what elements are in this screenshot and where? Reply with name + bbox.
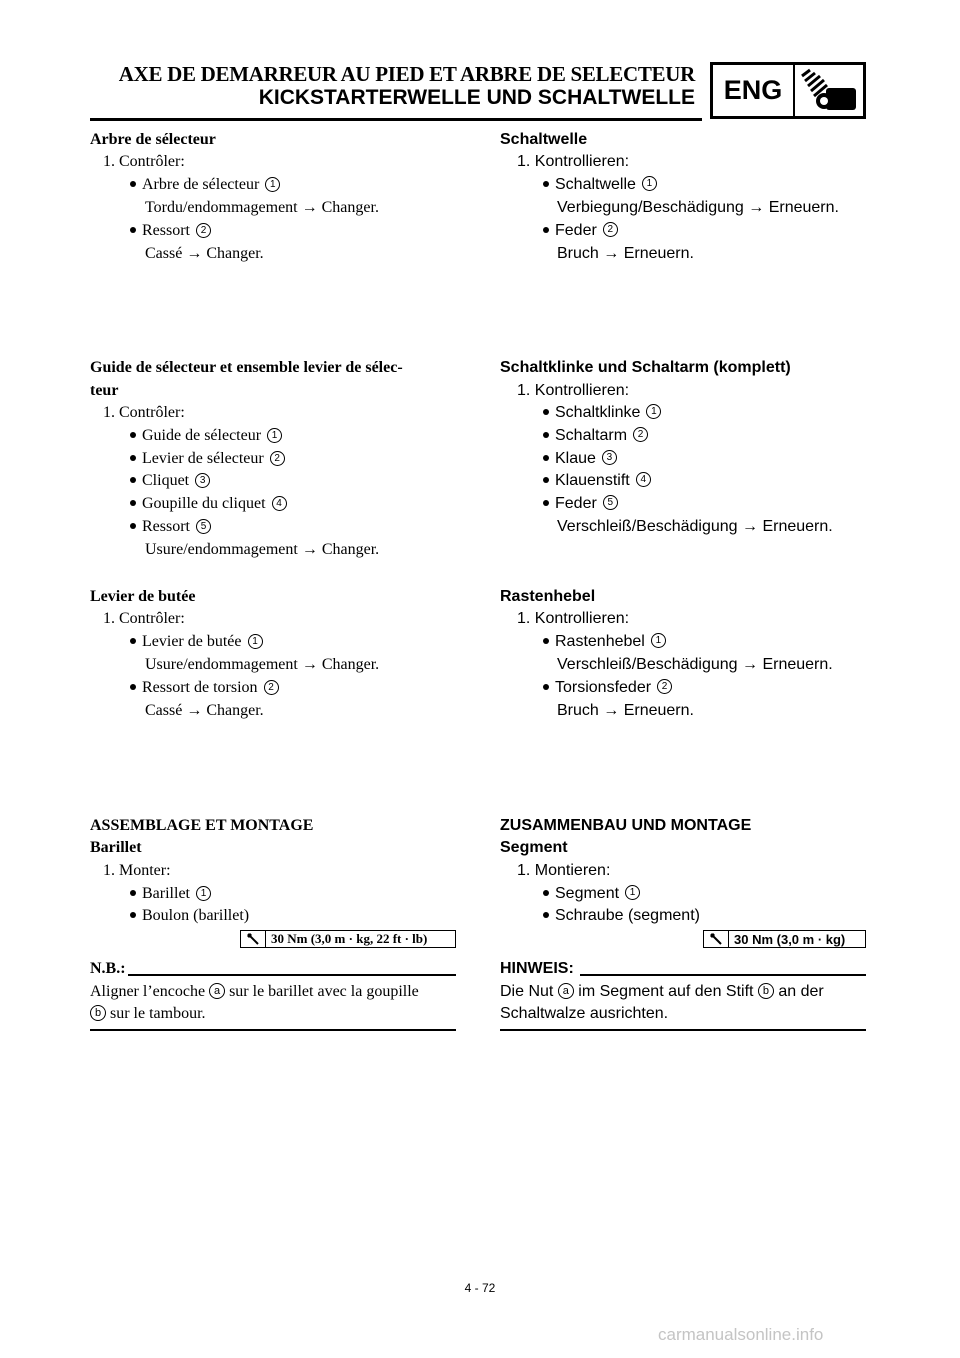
bullet-icon bbox=[543, 684, 549, 690]
bullet-icon bbox=[543, 638, 549, 644]
callout-number: 4 bbox=[636, 472, 651, 487]
de-list-item: Schaltarm 2 bbox=[543, 427, 648, 445]
wrench-icon bbox=[704, 931, 729, 947]
bullet-icon bbox=[130, 523, 136, 529]
bullet-icon bbox=[130, 500, 136, 506]
callout-letter: a bbox=[209, 983, 225, 999]
bullet-icon bbox=[130, 432, 136, 438]
bullet-icon bbox=[130, 455, 136, 461]
callout-number: 1 bbox=[642, 176, 657, 191]
nb-end-rule bbox=[90, 1029, 456, 1031]
callout-number: 2 bbox=[270, 451, 285, 466]
de-note: Bruch → Erneuern. bbox=[557, 702, 694, 719]
de-list-item: Torsionsfeder 2 bbox=[543, 679, 672, 697]
bullet-icon bbox=[130, 181, 136, 187]
bullet-icon bbox=[130, 684, 136, 690]
bullet-icon bbox=[543, 500, 549, 506]
nb-rule bbox=[128, 974, 456, 976]
wrench-icon bbox=[241, 931, 266, 947]
bullet-icon bbox=[130, 890, 136, 896]
de-note: Bruch → Erneuern. bbox=[557, 245, 694, 262]
callout-number: 2 bbox=[196, 223, 211, 238]
bullet-icon bbox=[543, 890, 549, 896]
nb-text-line1: Aligner l’encoche a sur le barillet avec la goupille bbox=[90, 983, 419, 1000]
de-list-item: Klaue 3 bbox=[543, 450, 617, 468]
fr-list-item: Levier de sélecteur 2 bbox=[130, 450, 285, 468]
fr-list-item: Boulon (barillet) bbox=[130, 907, 249, 925]
fr-step: 1. Contrôler: bbox=[103, 610, 185, 627]
fr-list-item: Arbre de sélecteur 1 bbox=[130, 176, 280, 194]
fr-list-item: Barillet 1 bbox=[130, 885, 211, 903]
watermark: carmanualsonline.info bbox=[658, 1325, 824, 1344]
fr-step: 1. Monter: bbox=[103, 862, 171, 879]
language-code: ENG bbox=[713, 65, 795, 116]
de-heading: ZUSAMMENBAU UND MONTAGE bbox=[500, 817, 752, 834]
page-title-de: KICKSTARTERWELLE UND SCHALTWELLE bbox=[258, 86, 695, 109]
bullet-icon bbox=[543, 912, 549, 918]
fr-section-title: Levier de butée bbox=[90, 588, 196, 605]
fr-list-item: Ressort de torsion 2 bbox=[130, 679, 279, 697]
fr-note: Usure/endommagement → Changer. bbox=[145, 541, 380, 558]
de-section-title: Schaltwelle bbox=[500, 131, 588, 148]
bullet-icon bbox=[543, 432, 549, 438]
hinweis-rule bbox=[580, 974, 866, 976]
bullet-icon bbox=[543, 477, 549, 483]
callout-number: 1 bbox=[646, 404, 661, 419]
de-note: Verschleiß/Beschädigung → Erneuern. bbox=[557, 518, 833, 535]
fr-note: Cassé → Changer. bbox=[145, 702, 264, 719]
fr-list-item: Ressort 5 bbox=[130, 518, 211, 536]
callout-number: 3 bbox=[602, 450, 617, 465]
de-step: 1. Montieren: bbox=[517, 862, 611, 879]
fr-section-title: Guide de sélecteur et ensemble levier de sélec- bbox=[90, 359, 403, 376]
de-list-item: Klauenstift 4 bbox=[543, 472, 651, 490]
bullet-icon bbox=[130, 638, 136, 644]
de-section-title: Schaltklinke und Schaltarm (komplett) bbox=[500, 359, 791, 376]
callout-number: 4 bbox=[272, 496, 287, 511]
callout-number: 1 bbox=[248, 634, 263, 649]
de-list-item: Schraube (segment) bbox=[543, 907, 700, 925]
hinweis-end-rule bbox=[500, 1029, 866, 1031]
hinweis-label: HINWEIS: bbox=[500, 960, 574, 977]
callout-number: 2 bbox=[633, 427, 648, 442]
de-list-item: Schaltklinke 1 bbox=[543, 404, 661, 422]
fr-section-title-cont: teur bbox=[90, 382, 119, 399]
bullet-icon bbox=[543, 455, 549, 461]
engine-icon bbox=[795, 65, 863, 116]
de-torque-spec bbox=[703, 930, 866, 948]
de-section-title: Rastenhebel bbox=[500, 588, 596, 605]
callout-number: 3 bbox=[195, 473, 210, 488]
fr-heading: ASSEMBLAGE ET MONTAGE bbox=[90, 817, 314, 834]
fr-section-title: Barillet bbox=[90, 839, 142, 856]
callout-number: 2 bbox=[657, 679, 672, 694]
callout-number: 5 bbox=[603, 495, 618, 510]
callout-number: 5 bbox=[196, 519, 211, 534]
fr-list-item: Cliquet 3 bbox=[130, 472, 210, 490]
callout-number: 2 bbox=[264, 680, 279, 695]
bullet-icon bbox=[130, 912, 136, 918]
bullet-icon bbox=[543, 181, 549, 187]
de-list-item: Feder 2 bbox=[543, 222, 618, 240]
hinweis-text-line1: Die Nut a im Segment auf den Stift b an der bbox=[500, 983, 824, 1000]
language-badge bbox=[710, 62, 866, 119]
fr-step: 1. Contrôler: bbox=[103, 153, 185, 170]
torque-value: 30 Nm (3,0 m · kg) bbox=[734, 931, 846, 947]
fr-list-item: Goupille du cliquet 4 bbox=[130, 495, 287, 513]
fr-list-item: Levier de butée 1 bbox=[130, 633, 263, 651]
bullet-icon bbox=[130, 477, 136, 483]
bullet-icon bbox=[543, 227, 549, 233]
de-step: 1. Kontrollieren: bbox=[517, 153, 630, 170]
callout-letter: b bbox=[758, 983, 774, 999]
fr-note: Usure/endommagement → Changer. bbox=[145, 656, 380, 673]
nb-label: N.B.: bbox=[90, 960, 126, 977]
de-list-item: Feder 5 bbox=[543, 495, 618, 513]
callout-number: 2 bbox=[603, 222, 618, 237]
callout-letter: a bbox=[558, 983, 574, 999]
fr-note: Tordu/endommagement → Changer. bbox=[145, 199, 379, 216]
fr-list-item: Ressort 2 bbox=[130, 222, 211, 240]
hinweis-text-line2: Schaltwalze ausrichten. bbox=[500, 1005, 669, 1022]
fr-note: Cassé → Changer. bbox=[145, 245, 264, 262]
header-rule bbox=[90, 118, 702, 121]
de-section-title: Segment bbox=[500, 839, 568, 856]
fr-section-title: Arbre de sélecteur bbox=[90, 131, 216, 148]
callout-number: 1 bbox=[625, 885, 640, 900]
callout-number: 1 bbox=[267, 428, 282, 443]
callout-number: 1 bbox=[651, 633, 666, 648]
bullet-icon bbox=[543, 409, 549, 415]
fr-step: 1. Contrôler: bbox=[103, 404, 185, 421]
de-note: Verschleiß/Beschädigung → Erneuern. bbox=[557, 656, 833, 673]
de-list-item: Schaltwelle 1 bbox=[543, 176, 657, 194]
de-step: 1. Kontrollieren: bbox=[517, 382, 630, 399]
de-list-item: Rastenhebel 1 bbox=[543, 633, 666, 651]
fr-torque-spec bbox=[240, 930, 456, 948]
torque-value: 30 Nm (3,0 m · kg, 22 ft · lb) bbox=[271, 931, 428, 946]
de-note: Verbiegung/Beschädigung → Erneuern. bbox=[557, 199, 839, 216]
callout-letter: b bbox=[90, 1005, 106, 1021]
de-list-item: Segment 1 bbox=[543, 885, 640, 903]
fr-list-item: Guide de sélecteur 1 bbox=[130, 427, 282, 445]
page-number: 4 - 72 bbox=[464, 1281, 496, 1295]
de-step: 1. Kontrollieren: bbox=[517, 610, 630, 627]
callout-number: 1 bbox=[196, 886, 211, 901]
callout-number: 1 bbox=[265, 177, 280, 192]
bullet-icon bbox=[130, 227, 136, 233]
nb-text-line2: b sur le tambour. bbox=[90, 1005, 206, 1023]
page-title-fr: AXE DE DEMARREUR AU PIED ET ARBRE DE SELECTEUR bbox=[118, 62, 695, 86]
